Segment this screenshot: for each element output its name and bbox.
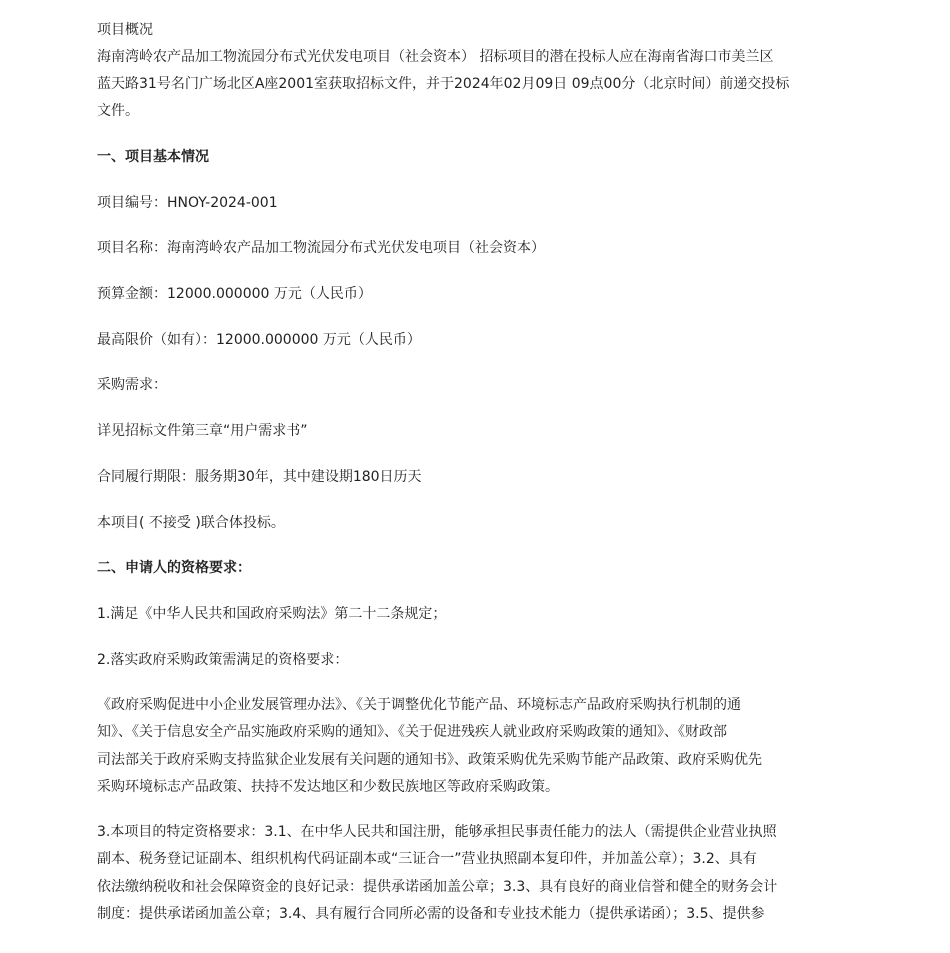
project-name: 项目名称：海南湾岭农产品加工物流园分布式光伏发电项目（社会资本） [97,240,545,256]
requirement-3-line-2: 副本、税务登记证副本、组织机构代码证副本或“三证合一”营业执照副本复印件，并加盖公章）；3.2、具有 [97,851,757,867]
policy-line-4: 采购环境标志产品政策、扶持不发达地区和少数民族地区等政府采购政策。 [97,779,559,795]
procurement-detail: 详见招标文件第三章“用户需求书” [97,423,308,439]
overview-line-1: 海南湾岭农产品加工物流园分布式光伏发电项目（社会资本） 招标项目的潜在投标人应在海南省海口市美兰区 [97,49,774,65]
procurement-label: 采购需求： [97,377,167,393]
requirement-3-line-1: 3.本项目的特定资格要求：3.1、在中华人民共和国注册，能够承担民事责任能力的法人（需提供企业营业执照 [97,824,777,840]
policy-line-3: 司法部关于政府采购支持监狱企业发展有关问题的通知书》、政策采购优先采购节能产品政策、政府采购优先 [97,752,762,768]
section2-heading: 二、申请人的资格要求： [97,560,251,576]
project-number: 项目编号：HNOY-2024-001 [97,195,278,211]
section1-heading: 一、项目基本情况 [97,149,209,165]
consortium-note: 本项目( 不接受 )联合体投标。 [97,515,285,531]
contract-period: 合同履行期限：服务期30年，其中建设期180日历天 [97,469,422,485]
overview-line-2: 蓝天路31号名门广场北区A座2001室获取招标文件，并于2024年02月09日 09点00分（北京时间）前递交投标 [97,76,790,92]
policy-line-1: 《政府采购促进中小企业发展管理办法》、《关于调整优化节能产品、环境标志产品政府采购执行机制的通 [97,697,741,713]
budget-amount: 预算金额：12000.000000 万元（人民币） [97,286,372,302]
requirement-1: 1.满足《中华人民共和国政府采购法》第二十二条规定； [97,606,447,622]
requirement-2: 2.落实政府采购政策需满足的资格要求： [97,652,349,668]
requirement-3-line-3: 依法缴纳税收和社会保障资金的良好记录：提供承诺函加盖公章；3.3、具有良好的商业信誉和健全的财务会计 [97,879,778,895]
policy-line-2: 知》、《关于信息安全产品实施政府采购的通知》、《关于促进残疾人就业政府采购政策的通知》、《财政部 [97,724,727,740]
max-price: 最高限价（如有）：12000.000000 万元（人民币） [97,332,421,348]
overview-line-3: 文件。 [97,103,139,119]
overview-title: 项目概况 [97,22,153,38]
requirement-3-line-4: 制度：提供承诺函加盖公章；3.4、具有履行合同所必需的设备和专业技术能力（提供承诺函）；3.5、提供参 [97,906,765,922]
